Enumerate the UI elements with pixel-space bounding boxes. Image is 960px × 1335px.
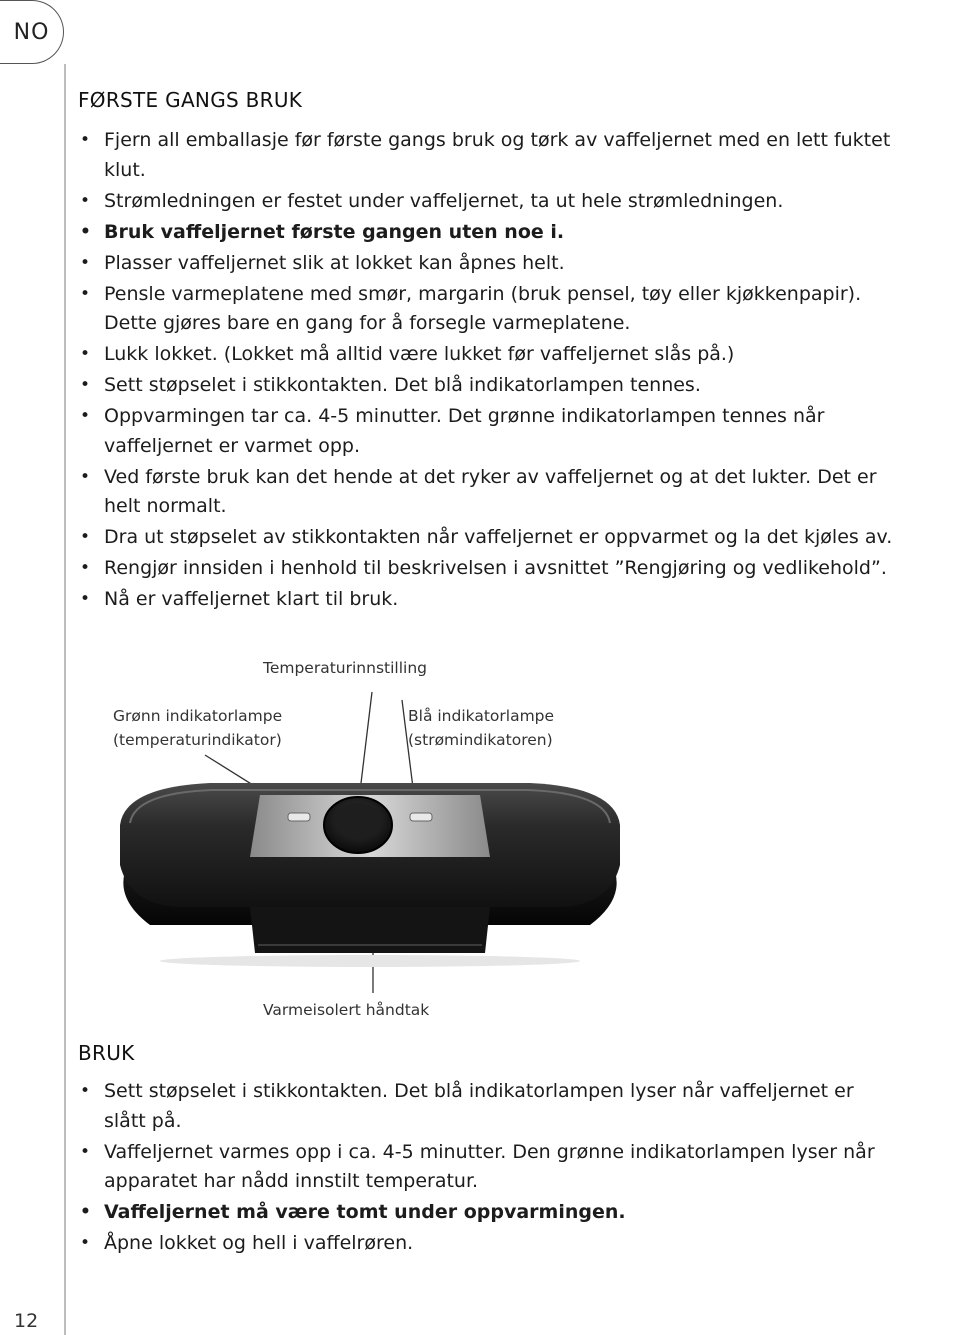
- list-item: • Vaffeljernet må være tomt under oppvarmingen.: [78, 1198, 898, 1228]
- list-item: • Pensle varmeplatene med smør, margarin (bruk pensel, tøy eller kjøkkenpapir). Dette gjøres bare en gang for å forsegle varmeplatene.: [78, 280, 898, 339]
- temperature-knob-top: [334, 803, 382, 839]
- label-green-lamp-line1: Grønn indikatorlampe: [113, 707, 283, 725]
- list-item: • Dra ut støpselet av stikkontakten når vaffeljernet er oppvarmet og la det kjøles av.: [78, 523, 898, 553]
- list-item: • Oppvarmingen tar ca. 4-5 minutter. Det grønne indikatorlampen tennes når vaffeljernet er varmet opp.: [78, 402, 898, 461]
- list-item: • Vaffeljernet varmes opp i ca. 4-5 minutter. Den grønne indikatorlampen lyser når apparatet har nådd innstilt temperatur.: [78, 1138, 898, 1197]
- list-item: • Plasser vaffeljernet slik at lokket kan åpnes helt.: [78, 249, 898, 279]
- section-title-first-use: FØRSTE GANGS BRUK: [78, 88, 303, 112]
- label-blue-lamp-line1: Blå indikatorlampe: [408, 707, 555, 725]
- list-item: • Strømledningen er festet under vaffeljernet, ta ut hele strømledningen.: [78, 187, 898, 217]
- label-blue-lamp: [408, 704, 554, 752]
- label-green-lamp: [113, 704, 282, 752]
- waffle-maker-illustration: [90, 765, 650, 970]
- list-item: • Åpne lokket og hell i vaffelrøren.: [78, 1229, 898, 1259]
- list-item: • Ved første bruk kan det hende at det ryker av vaffeljernet og at det lukter. Det er helt normalt.: [78, 463, 898, 522]
- label-handle: Varmeisolert håndtak: [263, 1001, 430, 1019]
- shadow: [160, 955, 580, 967]
- list-item: • Bruk vaffeljernet første gangen uten noe i.: [78, 218, 898, 248]
- language-code: NO: [13, 19, 50, 45]
- list-item: • Sett støpselet i stikkontakten. Det blå indikatorlampen lyser når vaffeljernet er slått på.: [78, 1077, 898, 1136]
- list-item: • Fjern all emballasje før første gangs bruk og tørk av vaffeljernet med en lett fuktet klut.: [78, 126, 898, 185]
- label-green-lamp-line2: (temperaturindikator): [113, 731, 282, 749]
- blue-lamp-icon: [410, 813, 432, 821]
- list-item: • Rengjør innsiden i henhold til beskrivelsen i avsnittet ”Rengjøring og vedlikehold”.: [78, 554, 898, 584]
- use-list: [78, 1077, 898, 1260]
- list-item: • Sett støpselet i stikkontakten. Det blå indikatorlampen tennes.: [78, 371, 898, 401]
- handle: [250, 907, 490, 953]
- page-number: 12: [14, 1310, 39, 1332]
- label-temperature-setting: Temperaturinnstilling: [263, 659, 427, 677]
- section-title-use: BRUK: [78, 1041, 135, 1065]
- label-blue-lamp-line2: (strømindikatoren): [408, 731, 553, 749]
- list-item: • Nå er vaffeljernet klart til bruk.: [78, 585, 898, 615]
- green-lamp-icon: [288, 813, 310, 821]
- list-item: • Lukk lokket. (Lokket må alltid være lukket før vaffeljernet slås på.): [78, 340, 898, 370]
